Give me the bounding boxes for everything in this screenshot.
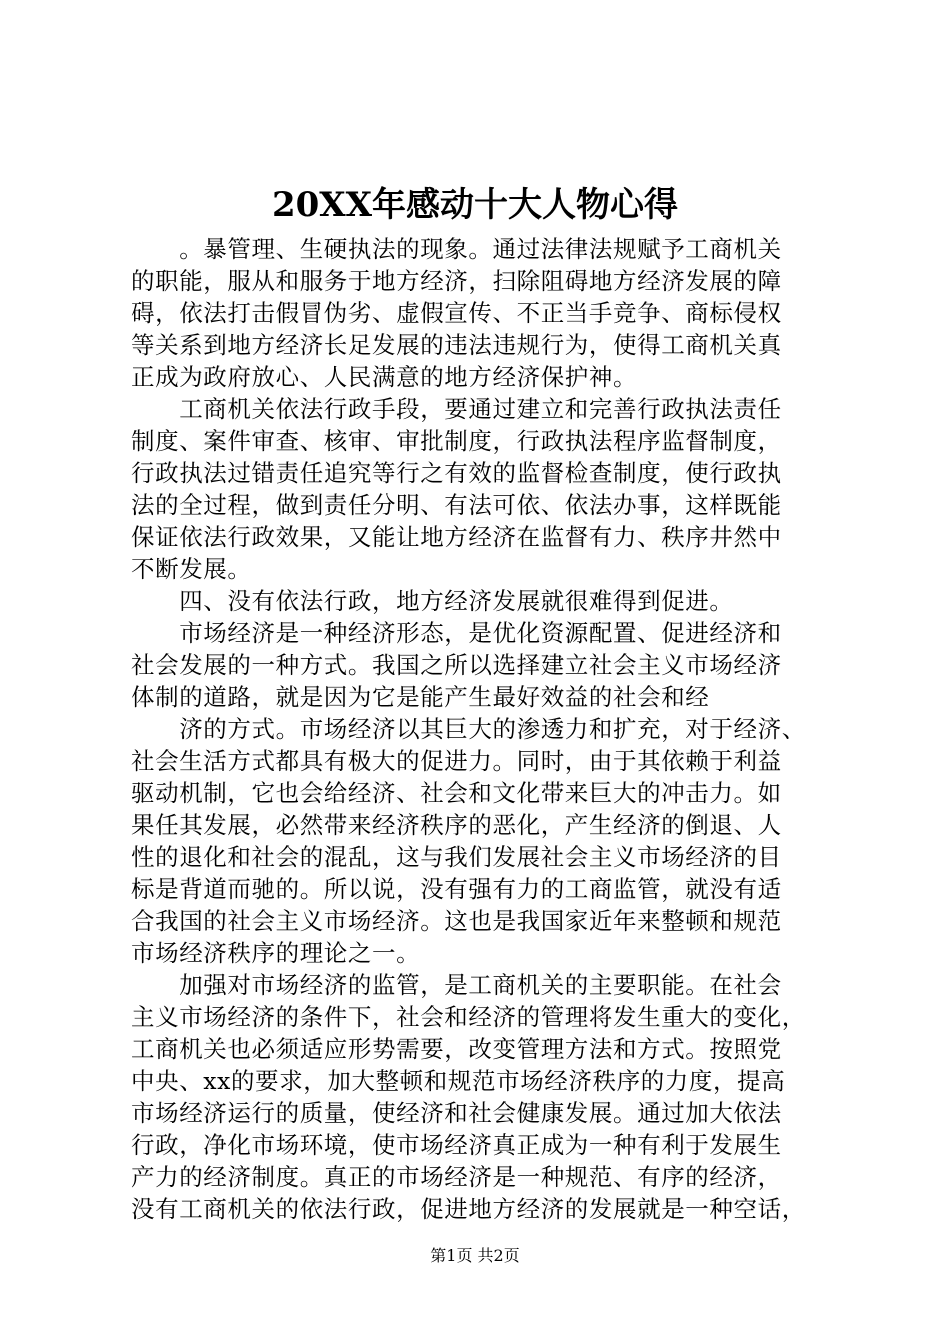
text-line: 合我国的社会主义市场经济。这也是我国家近年来整顿和规范 xyxy=(131,907,782,935)
text-line: 济的方式。市场经济以其巨大的渗透力和扩充，对于经济、 xyxy=(131,715,806,743)
text-line: 加强对市场经济的监管，是工商机关的主要职能。在社会 xyxy=(131,971,782,999)
text-line: 制度、案件审查、核审、审批制度，行政执法程序监督制度， xyxy=(131,427,782,455)
text-line: 市场经济秩序的理论之一。 xyxy=(131,939,421,967)
text-line: 果任其发展，必然带来经济秩序的恶化，产生经济的倒退、人 xyxy=(131,811,782,839)
text-line: 产力的经济制度。真正的市场经济是一种规范、有序的经济， xyxy=(131,1163,782,1191)
text-line: 工商机关也必须适应形势需要，改变管理方法和方式。按照党 xyxy=(131,1035,782,1063)
text-line: 驱动机制，它也会给经济、社会和文化带来巨大的冲击力。如 xyxy=(131,779,782,807)
text-line: 保证依法行政效果，又能让地方经济在监督有力、秩序井然中 xyxy=(131,523,782,551)
text-line: 。暴管理、生硬执法的现象。通过法律法规赋予工商机关 xyxy=(131,235,782,263)
text-line: 正成为政府放心、人民满意的地方经济保护神。 xyxy=(131,363,638,391)
text-line: 性的退化和社会的混乱，这与我们发展社会主义市场经济的目 xyxy=(131,843,782,871)
text-line: 行政执法过错责任追究等行之有效的监督检查制度，使行政执 xyxy=(131,459,782,487)
text-line: 不断发展。 xyxy=(131,555,252,583)
text-line: 法的全过程，做到责任分明、有法可依、依法办事，这样既能 xyxy=(131,491,782,519)
document-title: 20XX年感动十大人物心得 xyxy=(271,185,679,225)
text-line: 工商机关依法行政手段，要通过建立和完善行政执法责任 xyxy=(131,395,782,423)
text-line: 行政，净化市场环境，使市场经济真正成为一种有利于发展生 xyxy=(131,1131,782,1159)
page-footer: 第1页 共2页 xyxy=(430,1246,520,1265)
document-body xyxy=(131,233,831,1225)
text-line: 中央、xx的要求，加大整顿和规范市场经济秩序的力度，提高 xyxy=(131,1067,786,1095)
text-line: 体制的道路，就是因为它是能产生最好效益的社会和经 xyxy=(131,683,710,711)
text-line: 社会生活方式都具有极大的促进力。同时，由于其依赖于利益 xyxy=(131,747,782,775)
text-line: 市场经济运行的质量，使经济和社会健康发展。通过加大依法 xyxy=(131,1099,782,1127)
text-line: 四、没有依法行政，地方经济发展就很难得到促进。 xyxy=(131,587,734,615)
text-line: 没有工商机关的依法行政，促进地方经济的发展就是一种空话， xyxy=(131,1195,806,1223)
text-line: 的职能，服从和服务于地方经济，扫除阻碍地方经济发展的障 xyxy=(131,267,782,295)
text-line: 市场经济是一种经济形态，是优化资源配置、促进经济和 xyxy=(131,619,782,647)
text-line: 等关系到地方经济长足发展的违法违规行为，使得工商机关真 xyxy=(131,331,782,359)
text-line: 标是背道而驰的。所以说，没有强有力的工商监管，就没有适 xyxy=(131,875,782,903)
text-line: 碍，依法打击假冒伪劣、虚假宣传、不正当手竞争、商标侵权 xyxy=(131,299,782,327)
text-line: 社会发展的一种方式。我国之所以选择建立社会主义市场经济 xyxy=(131,651,782,679)
text-line: 主义市场经济的条件下，社会和经济的管理将发生重大的变化， xyxy=(131,1003,806,1031)
